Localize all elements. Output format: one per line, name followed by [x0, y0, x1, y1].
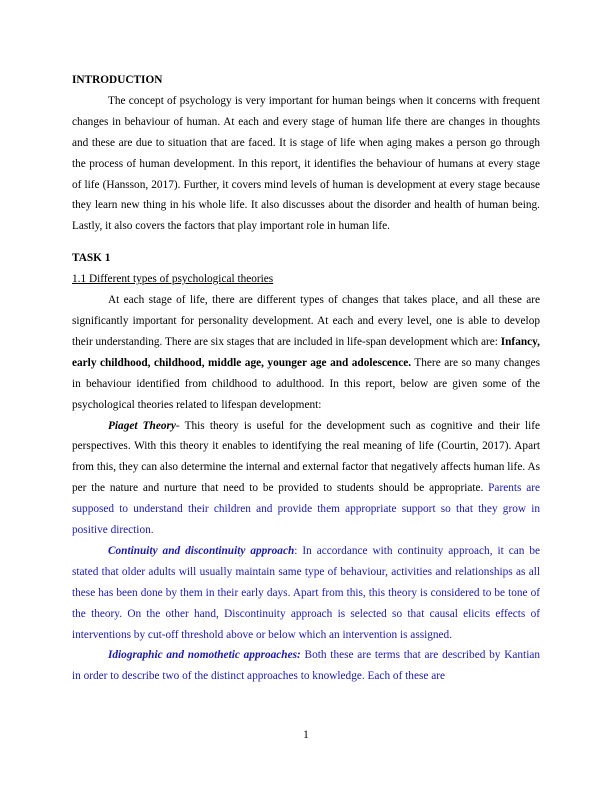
task1-heading: TASK 1 — [72, 252, 111, 265]
piaget-theory-highlight: Parents are supposed to understand their children and provide them appropriate support so that they grow in positive direction. — [72, 482, 540, 537]
section-1-1-heading: 1.1 Different types of psychological theories — [72, 273, 274, 286]
piaget-theory-text: - This theory is useful for the development such as cognitive and their life perspectives. With this theory it enables to identifying the real meaning of life (Courtin, 2017). Apart from this, they can also determine the internal and external factor that negatively affects human life. As per the nature and nurture that need to be provided to students should be appropriate. — [72, 419, 541, 495]
idiographic-approach-title: Idiographic and nomothetic approaches: — [108, 649, 301, 662]
life-stages-list: Infancy, early childhood, childhood, middle age, younger age and adolescence. — [72, 335, 540, 369]
page-number: 1 — [303, 729, 309, 741]
document-page — [72, 70, 540, 687]
idiographic-approach-text: Both these are terms that are described by Kantian in order to describe two of the distinct approaches to knowledge. Each of these are — [72, 649, 540, 683]
idiographic-paragraph — [72, 645, 540, 687]
continuity-approach-title: Continuity and discontinuity approach — [108, 544, 295, 557]
task1-paragraph-start: At each stage of life, there are different types of changes that takes place, and all these are significantly important for personality development. At each and every level, one is able to develop their understanding. There are six stages that are included in life-span development which are: — [72, 294, 540, 348]
piaget-paragraph — [72, 416, 540, 541]
continuity-paragraph — [72, 541, 540, 646]
introduction-paragraph: The concept of psychology is very important for human beings when it concerns with frequent changes in behaviour of human. At each and every stage of human life there are changes in thoughts and these are due to situation that are faced. It is stage of life when aging makes a person go through the process of human development. In this report, it identifies the behaviour of humans at every stage of life (Hansson, 2017). Further, it covers mind levels of human is development at every stage because they learn new thing in his whole life. It also discusses about the disorder and health of human being. Lastly, it also covers the factors that play important role in human life. — [72, 94, 540, 233]
task1-paragraph-end: There are so many changes in behaviour identified from childhood to adulthood. In this report, below are given some of the psychological theories related to lifespan development: — [72, 356, 541, 411]
task1-paragraph — [72, 290, 540, 415]
continuity-approach-text: : In accordance with continuity approach, it can be stated that older adults will usually maintain same type of behaviour, activities and relationships as all these has been done by them in their early days. Apart from this, this theory is considered to be tone of the theory. On the other hand, Discontinuity approach is selected so that causal elicits effects of interventions by cut-off threshold above or below which an intervention is assigned. — [72, 544, 541, 641]
introduction-heading: INTRODUCTION — [72, 74, 163, 86]
piaget-theory-title: Piaget Theory — [108, 419, 176, 432]
